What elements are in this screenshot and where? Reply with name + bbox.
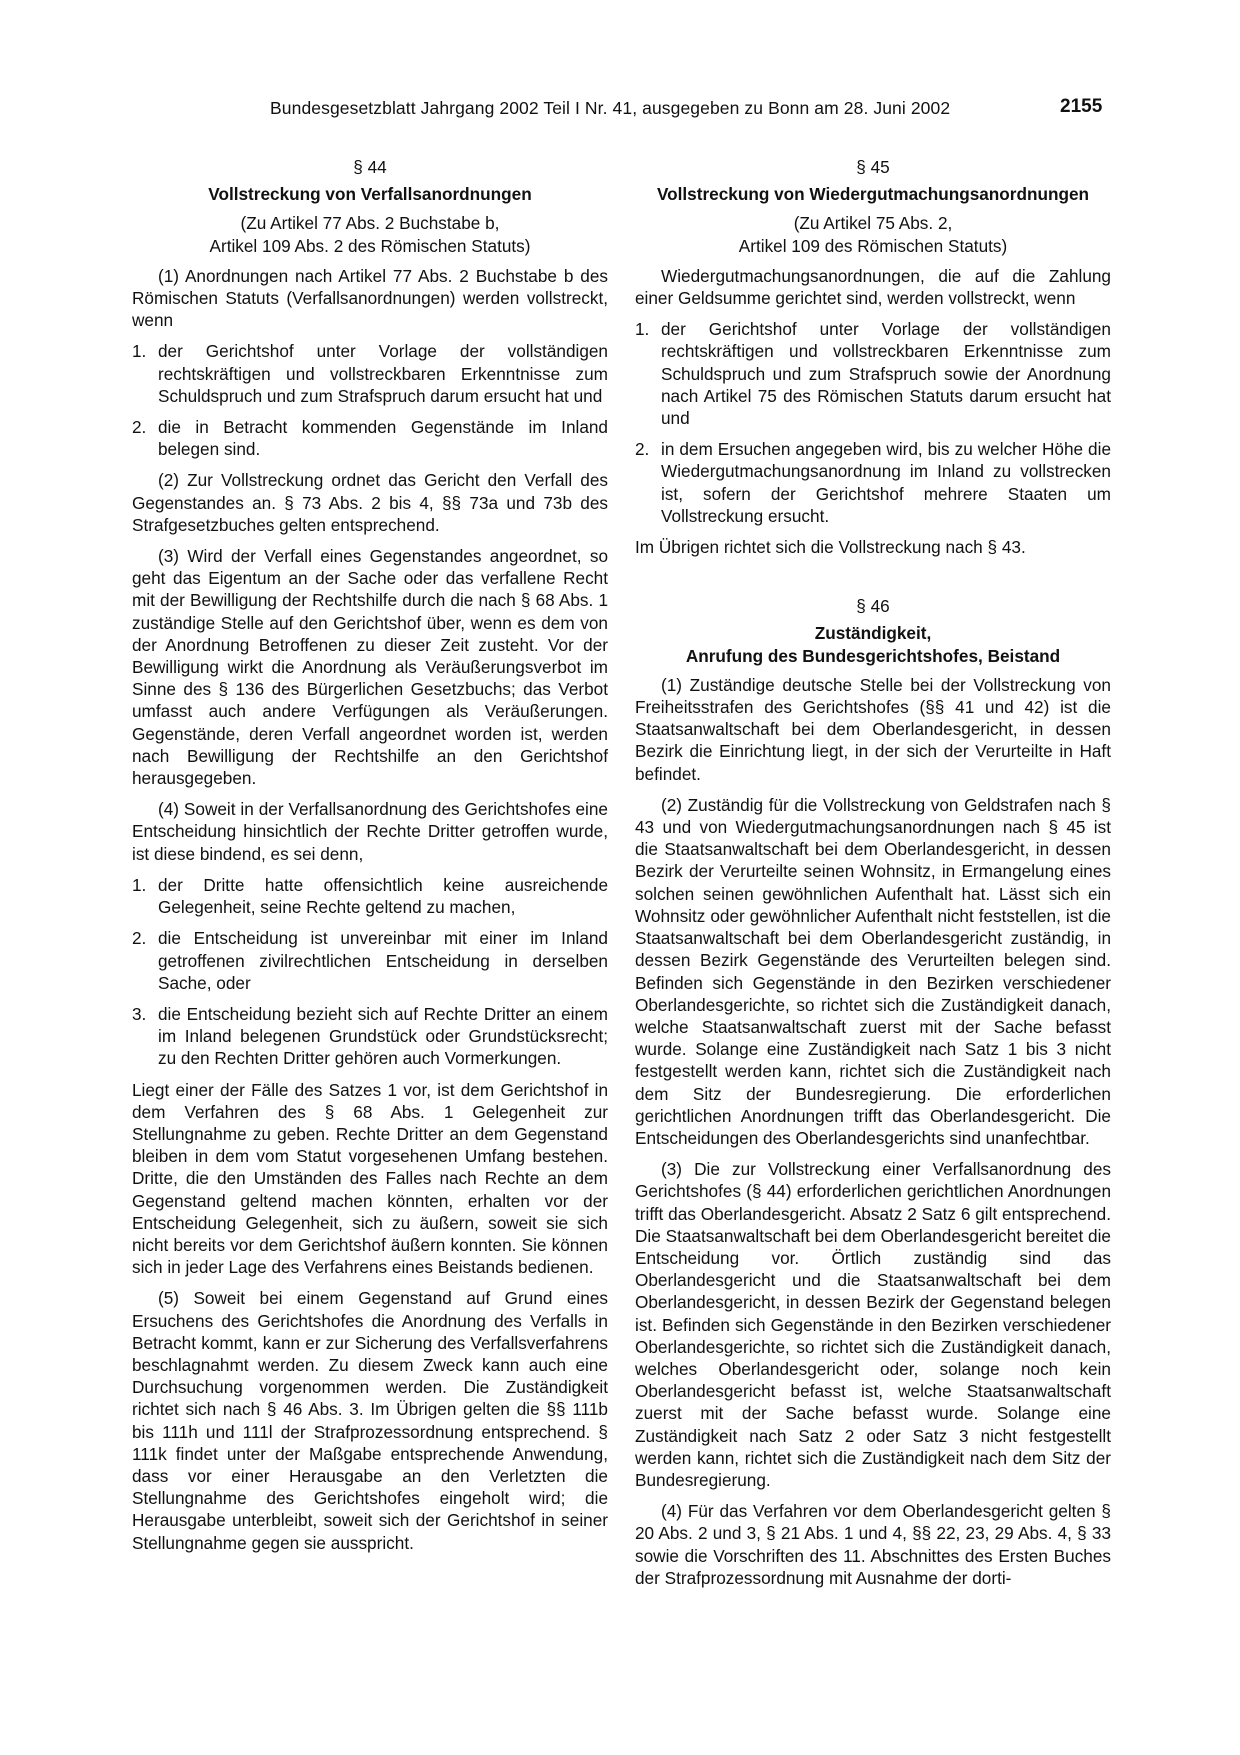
title-line: Zuständigkeit, (814, 623, 932, 644)
section-number: § 44 (353, 157, 387, 177)
list-number: 3. (132, 1003, 147, 1024)
list-number: 2. (132, 417, 147, 438)
paragraph: Wiedergutmachungsanordnungen, die auf die Zahlung einer Geldsumme gerichtet sind, werden vollstreckt, wenn (635, 265, 1111, 309)
paragraph: (4) Soweit in der Verfallsanordnung des Gerichtshofes eine Entscheidung hinsichtlich der Rechte Dritter getroffen wurde, ist diese bindend, es sei denn, (132, 799, 608, 864)
list-text: die in Betracht kommenden Gegenstände im Inland belegen sind. (158, 417, 608, 460)
paragraph: (2) Zuständig für die Vollstreckung von Geldstrafen nach § 43 und von Wiedergutmachungsanordnungen nach § 45 ist die Staatsanwaltschaft bei dem Oberlandesgericht, in dessen Bezirk der Verurteilte seinen Wohnsitz, in Ermangelung eines solchen seinen gewöhnlichen Aufenthalt hat. Lässt sich ein Wohnsitz oder gewöhnlicher Aufenthalt nicht feststellen, ist die Staatsanwaltschaft bei dem Oberlandesgericht zuständig, in dessen Bezirk Gegenstände des Verurteilten belegen sind. Befinden sich Gegenstände in den Bezirken verschiedener Oberlandesgerichte, so richtet sich die Zuständigkeit danach, welche Staatsanwaltschaft zuerst mit der Sache befasst wurde. Solange eine Zuständigkeit nach Satz 1 bis 3 nicht festgestellt werden kann, richtet sich die Zuständigkeit nach dem Sitz der Bundesregierung. Die erforderlichen gerichtlichen Anordnungen trifft das Oberlandesgericht. Die Entscheidungen des Oberlandesgerichts sind unanfechtbar. (635, 794, 1111, 1148)
list-item (132, 927, 608, 994)
list-number: 2. (132, 928, 147, 949)
section-title (635, 622, 1111, 666)
reference-line: Artikel 109 Abs. 2 des Römischen Statuts) (209, 235, 531, 256)
list-number: 1. (635, 319, 650, 340)
list-text: der Dritte hatte offensichtlich keine ausreichende Gelegenheit, seine Rechte geltend zu machen, (158, 874, 608, 918)
section-reference (635, 212, 1111, 256)
paragraph: (3) Wird der Verfall eines Gegenstandes angeordnet, so geht das Eigentum an der Sache oder das verfallene Recht mit der Bewilligung der Rechtshilfe durch die nach § 68 Abs. 1 zuständige Stelle auf den Gerichtshof über, wenn es dem von der Anordnung Betroffenen zu dieser Zeit zusteht. Vor der Bewilligung wirkt die Anordnung als Veräußerungsverbot im Sinne des § 136 des Bürgerlichen Gesetzbuchs; das Verbot umfasst auch andere Verfügungen als Veräußerungen. Gegenstände, deren Verfall angeordnet worden ist, werden nach Bewilligung der Rechtshilfe an den Gerichtshof herausgegeben. (132, 546, 608, 789)
list-item (132, 1003, 608, 1070)
paragraph: Liegt einer der Fälle des Satzes 1 vor, ist dem Gerichtshof in dem Verfahren des § 68 Abs. 1 Gelegenheit zur Stellungnahme zu geben. Rechte Dritter an dem Gegenstand bleiben in dem vom Statut vorgesehenen Umfang bestehen. Dritte, die den Umständen des Falles nach Rechte an dem Gegenstand geltend machen könnten, erhalten vor der Entscheidung Gelegenheit, sich zu äußern, soweit sie sich nicht bereits vor dem Gerichtshof äußern konnten. Sie können sich in jeder Lage des Verfahrens eines Beistands bedienen. (132, 1079, 608, 1278)
list-item (132, 874, 608, 918)
paragraph: Im Übrigen richtet sich die Vollstreckung nach § 43. (635, 537, 1026, 558)
left-column (132, 156, 608, 1563)
reference-line: (Zu Artikel 75 Abs. 2, (793, 213, 953, 234)
right-column (635, 156, 1111, 1598)
title-line: Anrufung des Bundesgerichtshofes, Beistand (685, 645, 1061, 666)
section-reference (132, 212, 608, 256)
section-title: Vollstreckung von Wiedergutmachungsanordnungen (656, 184, 1090, 205)
paragraph: (2) Zur Vollstreckung ordnet das Gericht den Verfall des Gegenstandes an. § 73 Abs. 2 bis 4, §§ 73a und 73b des Strafgesetzbuches gelten entsprechend. (132, 470, 608, 535)
list-text: der Gerichtshof unter Vorlage der vollständigen rechtskräftigen und vollstreckbaren Erkenntnisse zum Schuldspruch und zum Strafspruch darum ersucht hat und (158, 341, 608, 406)
paragraph: (5) Soweit bei einem Gegenstand auf Grund eines Ersuchens des Gerichtshofes die Anordnung des Verfalls in Betracht kommt, kann er zur Sicherung des Verfallsverfahrens beschlagnahmt werden. Zu diesem Zweck kann auch eine Durchsuchung vorgenommen werden. Die Zuständigkeit richtet sich nach § 46 Abs. 3. Im Übrigen gelten die §§ 111b bis 111h und 111l der Strafprozessordnung entsprechend. § 111k findet unter der Maßgabe entsprechende Anwendung, dass vor einer Herausgabe an den Verletzten die Stellungnahme des Gerichtshofes eingeholt wird; die Herausgabe unterbleibt, soweit sich der Gerichtshof in seiner Stellungnahme gegen sie ausspricht. (132, 1288, 608, 1553)
paragraph: (4) Für das Verfahren vor dem Oberlandesgericht gelten § 20 Abs. 2 und 3, § 21 Abs. 1 und 4, §§ 22, 23, 29 Abs. 4, § 33 sowie die Vorschriften des 11. Abschnittes des Ersten Buches der Strafprozessordnung mit Ausnahme der dorti- (635, 1501, 1111, 1588)
list-text: die Entscheidung bezieht sich auf Rechte Dritter an einem im Inland belegenen Grundstück oder Grundstücksrecht; zu den Rechten Dritter gehören auch Vormerkungen. (158, 1003, 608, 1069)
reference-line: Artikel 109 des Römischen Statuts) (738, 235, 1008, 256)
section-spacer (635, 567, 1111, 595)
section-number: § 45 (856, 157, 890, 177)
reference-line: (Zu Artikel 77 Abs. 2 Buchstabe b, (240, 213, 500, 234)
list-number: 2. (635, 439, 650, 460)
list-text: die Entscheidung ist unvereinbar mit einer im Inland getroffenen zivilrechtlichen Entscheidung in derselben Sache, oder (158, 928, 608, 993)
list-item (132, 340, 608, 407)
paragraph: (1) Zuständige deutsche Stelle bei der Vollstreckung von Freiheitsstrafen des Gerichtshofes (§§ 41 und 42) ist die Staatsanwaltschaft bei dem Oberlandesgericht, in dessen Bezirk die Einrichtung liegt, in der sich der Verurteilte in Haft befindet. (635, 674, 1111, 784)
list-item (635, 438, 1111, 527)
list-item (132, 416, 608, 460)
list-number: 1. (132, 874, 147, 895)
paragraph: (1) Anordnungen nach Artikel 77 Abs. 2 Buchstabe b des Römischen Statuts (Verfallsanordnungen) werden vollstreckt, wenn (132, 265, 608, 331)
list-item (635, 318, 1111, 429)
page-number: 2155 (1060, 96, 1103, 117)
section-number: § 46 (856, 596, 890, 617)
running-head: Bundesgesetzblatt Jahrgang 2002 Teil I Nr. 41, ausgegeben zu Bonn am 28. Juni 2002 (270, 98, 951, 118)
list-text: in dem Ersuchen angegeben wird, bis zu welcher Höhe die Wiedergutmachungsanordnung im Inland zu vollstrecken ist, sofern der Gerichtshof mehrere Staaten um Vollstreckung ersucht. (661, 439, 1111, 526)
list-number: 1. (132, 341, 147, 362)
paragraph: (3) Die zur Vollstreckung einer Verfallsanordnung des Gerichtshofes (§ 44) erforderlichen gerichtlichen Anordnungen trifft das Oberlandesgericht. Absatz 2 Satz 6 gilt entsprechend. Die Staatsanwaltschaft bei dem Oberlandesgericht bereitet die Entscheidung vor. Örtlich zuständig sind das Oberlandesgericht und die Staatsanwaltschaft bei dem Oberlandesgericht, in dessen Bezirk der Gegenstand belegen ist. Befinden sich Gegenstände in den Bezirken verschiedener Oberlandesgerichte, so richtet sich die Zuständigkeit danach, welches Oberlandesgericht oder, solange noch kein Oberlandesgericht befasst ist, welche Staatsanwaltschaft zuerst mit der Sache befasst wurde. Solange eine Zuständigkeit nach Satz 2 oder Satz 3 nicht festgestellt werden kann, richtet sich die Zuständigkeit nach dem Sitz der Bundesregierung. (635, 1159, 1111, 1490)
list-text: der Gerichtshof unter Vorlage der vollständigen rechtskräftigen und vollstreckbaren Erkenntnisse zum Schuldspruch und zum Strafspruch sowie der Anordnung nach Artikel 75 des Römischen Statuts darum ersucht hat und (661, 319, 1111, 429)
section-title: Vollstreckung von Verfallsanordnungen (208, 184, 532, 205)
